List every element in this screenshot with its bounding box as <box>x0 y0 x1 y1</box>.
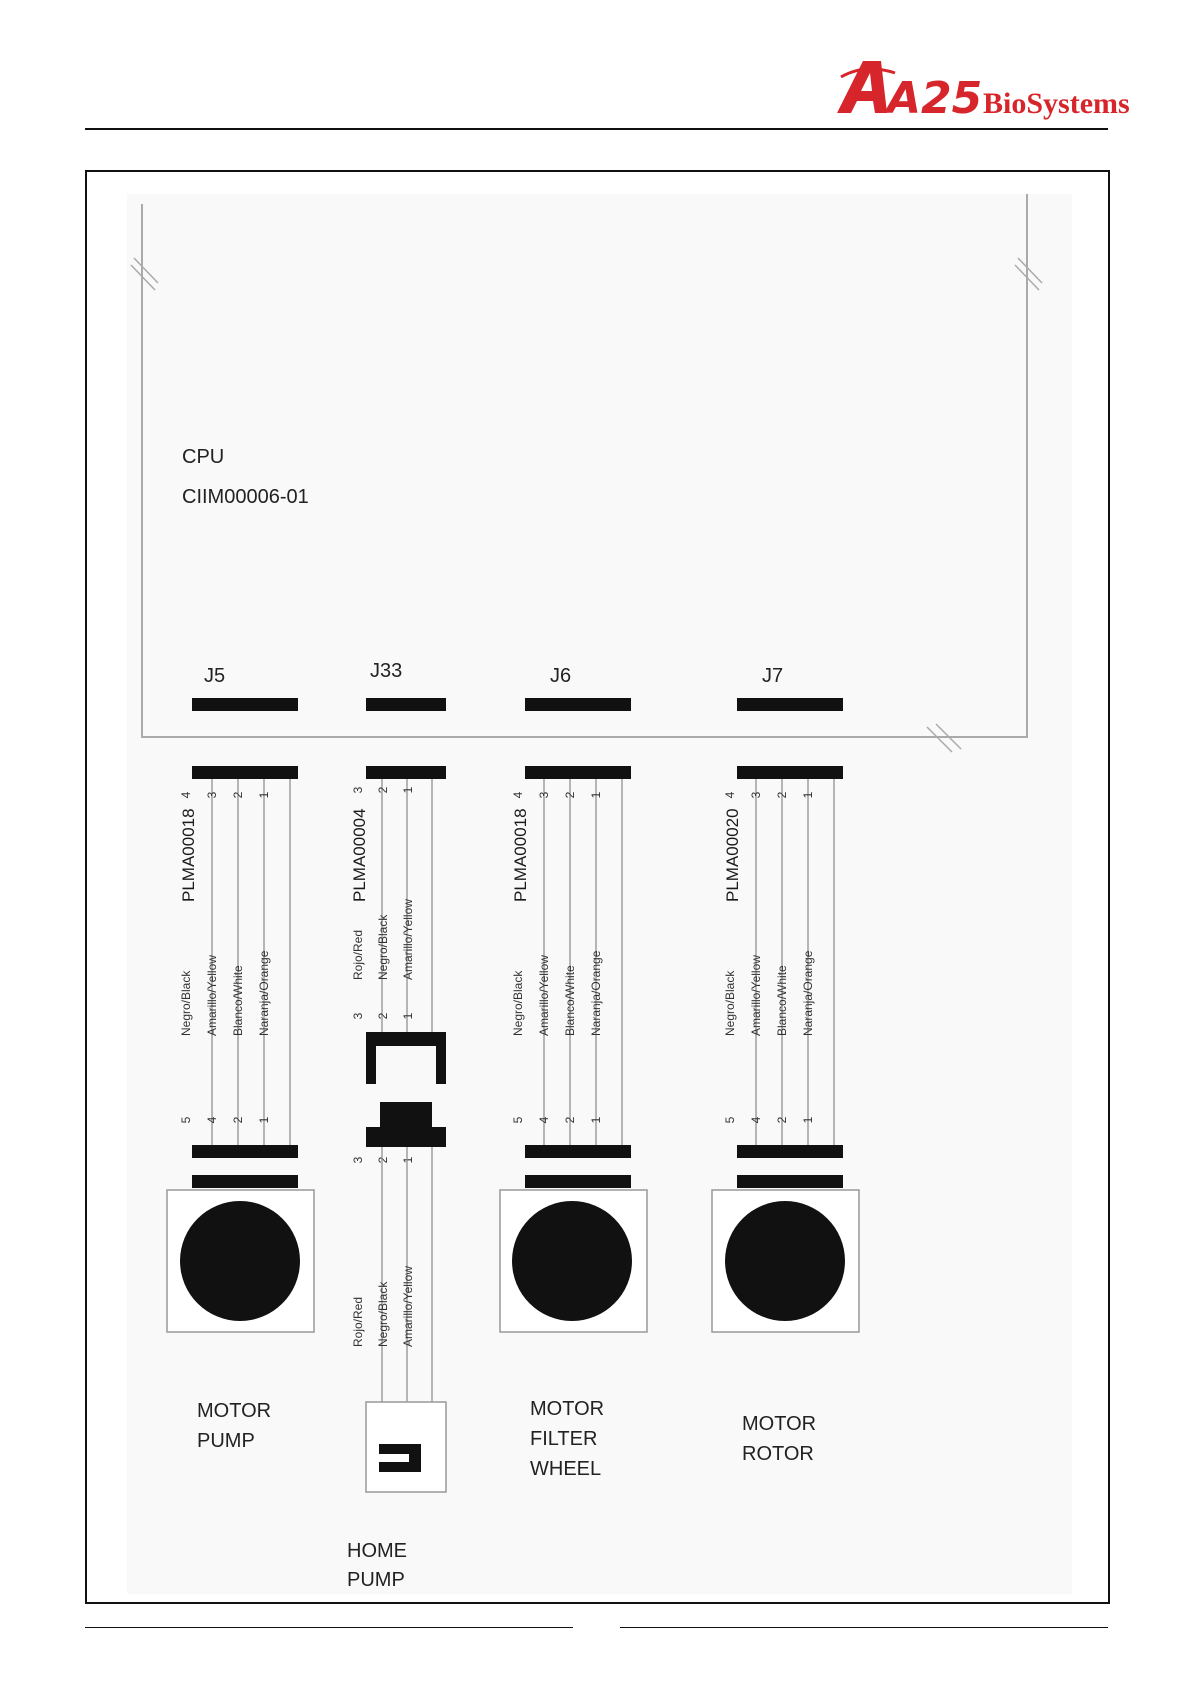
pin-label: 5 <box>723 1116 737 1124</box>
cable-code: PLMA00018 <box>179 808 198 902</box>
pin-label: 1 <box>401 786 415 794</box>
pin-label: 1 <box>589 791 603 799</box>
connector-label-j33: J33 <box>370 660 403 682</box>
wire-label: Blanco/White <box>231 965 245 1036</box>
header-rule <box>85 128 1108 130</box>
device-label: PUMP <box>197 1430 255 1452</box>
pin-label: 3 <box>205 791 219 799</box>
diagram-background <box>127 194 1072 1594</box>
diagram-frame <box>85 170 1110 1604</box>
device-label: MOTOR <box>197 1400 272 1422</box>
pin-label: 4 <box>179 791 193 799</box>
board-code: CIIM00006-01 <box>182 486 309 508</box>
pin-label: 2 <box>231 791 245 799</box>
pin-label: 2 <box>231 1116 245 1124</box>
wire-label: Amarillo/Yellow <box>749 955 763 1036</box>
pin-label: 3 <box>537 791 551 799</box>
wire-label: Negro/Black <box>511 970 525 1036</box>
connector-label-j7: J7 <box>762 665 784 687</box>
wire-label: Naranja/Orange <box>801 950 815 1036</box>
device-label: MOTOR <box>742 1413 817 1435</box>
pin-label: 1 <box>401 1012 415 1020</box>
connector-j5 <box>192 698 298 711</box>
pin-label: 4 <box>205 1116 219 1124</box>
connector-j6 <box>525 698 631 711</box>
pin-label: 3 <box>351 786 365 794</box>
pin-label: 2 <box>376 786 390 794</box>
logo-mark-text: A25 <box>887 73 983 124</box>
wire-label: Rojo/Red <box>351 1296 365 1347</box>
pin-label: 1 <box>589 1116 603 1124</box>
wire-label: Amarillo/Yellow <box>205 955 219 1036</box>
pin-label: 3 <box>749 791 763 799</box>
pin-label: 4 <box>511 791 525 799</box>
cable-code: PLMA00004 <box>350 808 369 902</box>
motor-rotor-disc <box>180 1201 300 1321</box>
motor-rotor-disc <box>512 1201 632 1321</box>
pin-label: 4 <box>723 791 737 799</box>
wire-label: Negro/Black <box>179 970 193 1036</box>
device-label: MOTOR <box>530 1398 605 1420</box>
pin-label: 4 <box>749 1116 763 1124</box>
pin-label: 1 <box>801 791 815 799</box>
pin-label: 1 <box>257 1116 271 1124</box>
pin-label: 2 <box>775 791 789 799</box>
wire-label: Negro/Black <box>376 914 390 980</box>
pin-label: 1 <box>801 1116 815 1124</box>
logo-brand-text: BioSystems <box>983 87 1130 120</box>
footer-rule-left <box>85 1627 573 1628</box>
wire-label: Naranja/Orange <box>257 950 271 1036</box>
pin-label: 1 <box>401 1156 415 1164</box>
pin-label: 4 <box>537 1116 551 1124</box>
connector-label-j6: J6 <box>550 665 572 687</box>
footer-rule-right <box>620 1627 1108 1628</box>
device-label: ROTOR <box>742 1443 814 1465</box>
pin-label: 5 <box>511 1116 525 1124</box>
device-label: PUMP <box>347 1569 405 1591</box>
wiring-diagram <box>87 172 1108 1602</box>
wire-label: Rojo/Red <box>351 929 365 980</box>
pin-label: 2 <box>376 1012 390 1020</box>
device-label: HOME <box>347 1540 407 1562</box>
wire-label: Amarillo/Yellow <box>537 955 551 1036</box>
device-label: FILTER <box>530 1428 598 1450</box>
wire-label: Naranja/Orange <box>589 950 603 1036</box>
connector-j7 <box>737 698 843 711</box>
pin-label: 2 <box>563 1116 577 1124</box>
pin-label: 5 <box>179 1116 193 1124</box>
board-name: CPU <box>182 446 225 468</box>
pin-label: 3 <box>351 1012 365 1020</box>
pin-label: 1 <box>257 791 271 799</box>
connector-j33 <box>366 698 446 711</box>
wire-label: Blanco/White <box>563 965 577 1036</box>
wire-label: Negro/Black <box>723 970 737 1036</box>
biosystems-logo <box>835 55 1130 127</box>
cable-code: PLMA00020 <box>723 808 742 902</box>
wire-label: Negro/Black <box>376 1281 390 1347</box>
connector-label-j5: J5 <box>204 665 226 687</box>
pin-label: 2 <box>376 1156 390 1164</box>
wire-label: Blanco/White <box>775 965 789 1036</box>
a25-logo-mark <box>837 61 982 124</box>
pin-label: 2 <box>775 1116 789 1124</box>
wire-label: Amarillo/Yellow <box>401 899 415 980</box>
pin-label: 3 <box>351 1156 365 1164</box>
device-label: WHEEL <box>530 1458 602 1480</box>
wire-label: Amarillo/Yellow <box>401 1266 415 1347</box>
pin-label: 2 <box>563 791 577 799</box>
cable-code: PLMA00018 <box>511 808 530 902</box>
motor-rotor-disc <box>725 1201 845 1321</box>
